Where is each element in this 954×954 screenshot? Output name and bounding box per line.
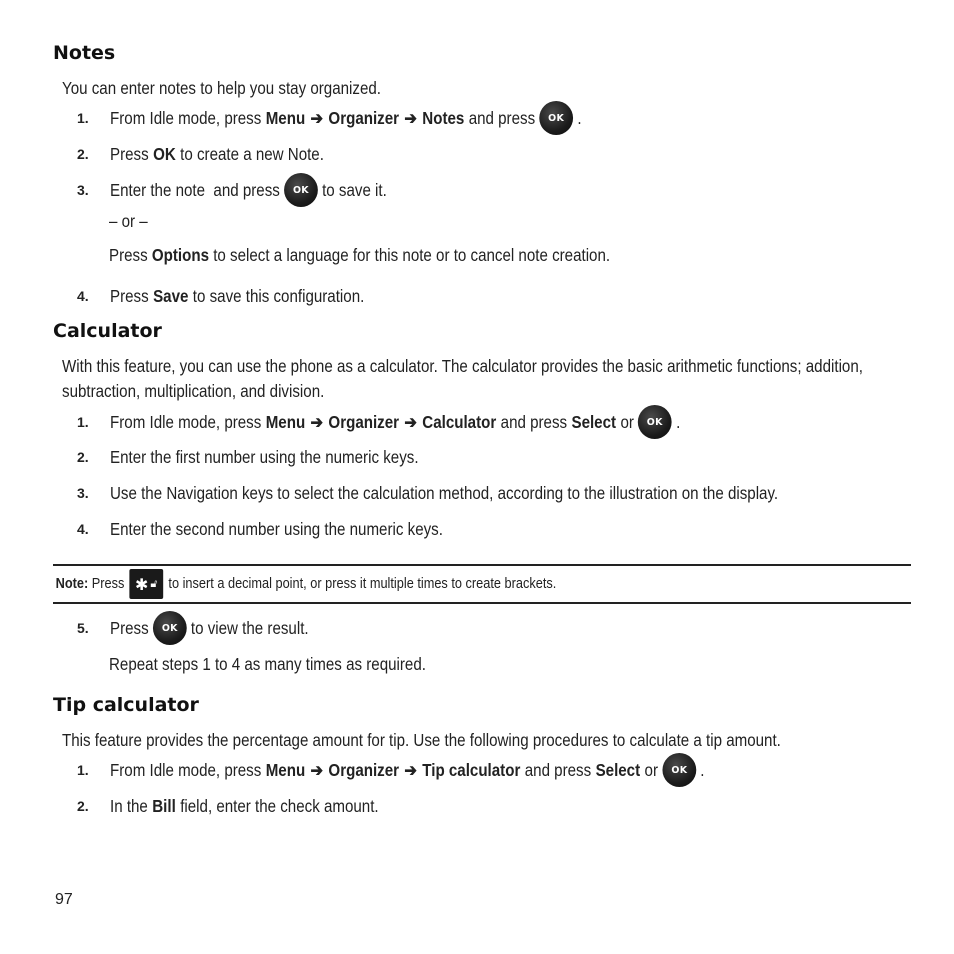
notes-step-4 — [77, 279, 399, 313]
calculator-step-2 — [77, 440, 461, 474]
note-label: Note: — [55, 576, 89, 592]
note-box — [53, 564, 911, 604]
bill-label: Bill — [152, 795, 176, 816]
step-text: From Idle mode, press — [110, 107, 262, 128]
step-text: and press — [468, 107, 536, 128]
step-text: to save it. — [322, 179, 387, 200]
menu-label: Menu — [265, 411, 306, 432]
or-separator: – or – — [109, 211, 148, 231]
save-label: Save — [153, 285, 189, 306]
ok-button-icon: OK — [638, 405, 672, 439]
calculator-step-3 — [77, 476, 869, 510]
tip-calculator-heading: Tip calculator — [53, 694, 199, 716]
calculator-step-5 — [77, 611, 336, 645]
options-label: Options — [151, 245, 210, 265]
organizer-label: Organizer — [328, 411, 400, 432]
arrow-icon: ➔ — [404, 107, 417, 128]
notes-heading: Notes — [53, 42, 116, 64]
step-text: or — [620, 411, 634, 432]
step-text: . — [577, 107, 582, 128]
organizer-label: Organizer — [328, 107, 400, 128]
step-number: 1. — [77, 110, 89, 126]
step-text: and press — [524, 759, 592, 780]
note-text: to insert a decimal point, or press it multiple times to create brackets. — [168, 576, 557, 592]
notes-step-3 — [77, 173, 425, 207]
notes-step-2 — [77, 137, 353, 171]
tip-calculator-label: Tip calculator — [422, 759, 521, 780]
step-text: Use the Navigation keys to select the calculation method, according to the illustration on the display. — [110, 482, 779, 503]
step-text: . — [676, 411, 681, 432]
step-number: 4. — [77, 288, 89, 304]
note-text: Press — [91, 576, 125, 592]
tip-step-2 — [77, 789, 415, 823]
calculator-heading: Calculator — [53, 320, 162, 342]
step-text: Press — [109, 245, 148, 265]
organizer-label: Organizer — [328, 759, 400, 780]
step-text: Press — [110, 617, 149, 638]
arrow-icon: ➔ — [310, 107, 324, 128]
ok-button-icon: OK — [284, 173, 318, 207]
step-text: From Idle mode, press — [110, 759, 262, 780]
step-number: 3. — [77, 182, 89, 198]
step-text: From Idle mode, press — [110, 411, 262, 432]
step-number: 1. — [77, 762, 89, 778]
arrow-icon: ➔ — [310, 759, 324, 780]
notes-step-1 — [77, 101, 646, 135]
step-text: In the — [110, 795, 148, 816]
notes-label: Notes — [422, 107, 465, 128]
arrow-icon: ➔ — [310, 411, 324, 432]
ok-key-label: OK — [153, 143, 176, 164]
step-number: 2. — [77, 449, 89, 465]
notes-intro: You can enter notes to help you stay organized. — [62, 78, 381, 98]
menu-label: Menu — [265, 759, 306, 780]
step-number: 2. — [77, 798, 89, 814]
step-text: field, enter the check amount. — [180, 795, 379, 816]
step-text: or — [644, 759, 658, 780]
step-number: 4. — [77, 521, 89, 537]
step-text: to view the result. — [190, 617, 309, 638]
step-text: Enter the second number using the numeric keys. — [110, 518, 443, 539]
step-text: . — [700, 759, 705, 780]
tip-step-1 — [77, 753, 786, 787]
options-line — [109, 245, 610, 266]
step-number: 1. — [77, 414, 89, 430]
calculator-step-4 — [77, 512, 488, 546]
step-text: to save this configuration. — [192, 285, 365, 306]
step-number: 2. — [77, 146, 89, 162]
repeat-text: Repeat steps 1 to 4 as many times as required. — [109, 654, 426, 674]
step-text: Press — [110, 285, 149, 306]
step-text: to select a language for this note or to cancel note creation. — [213, 245, 611, 265]
ok-button-icon: OK — [539, 101, 573, 135]
menu-label: Menu — [265, 107, 306, 128]
step-number: 5. — [77, 620, 89, 636]
step-text: and press — [500, 411, 568, 432]
calculator-step-1 — [77, 405, 758, 439]
ok-button-icon: OK — [153, 611, 187, 645]
step-text: Enter the first number using the numeric keys. — [110, 446, 419, 467]
step-text: to create a new Note. — [180, 143, 324, 164]
calculator-intro: With this feature, you can use the phone as a calculator. The calculator provides the basic arithmetic functions; addition, subtraction, multiplication, and division. — [62, 356, 863, 401]
arrow-icon: ➔ — [404, 411, 417, 432]
step-text: Press — [110, 143, 149, 164]
select-label: Select — [595, 759, 641, 780]
page-number: 97 — [55, 891, 73, 908]
arrow-icon: ➔ — [404, 759, 417, 780]
star-lock-key-icon: ✱ 🔓︎ — [129, 569, 163, 599]
step-text: Enter the note and press — [110, 179, 280, 200]
calculator-label: Calculator — [422, 411, 497, 432]
ok-button-icon: OK — [662, 753, 696, 787]
step-number: 3. — [77, 485, 89, 501]
select-label: Select — [571, 411, 617, 432]
tip-intro: This feature provides the percentage amount for tip. Use the following procedures to calculate a tip amount. — [62, 730, 781, 750]
